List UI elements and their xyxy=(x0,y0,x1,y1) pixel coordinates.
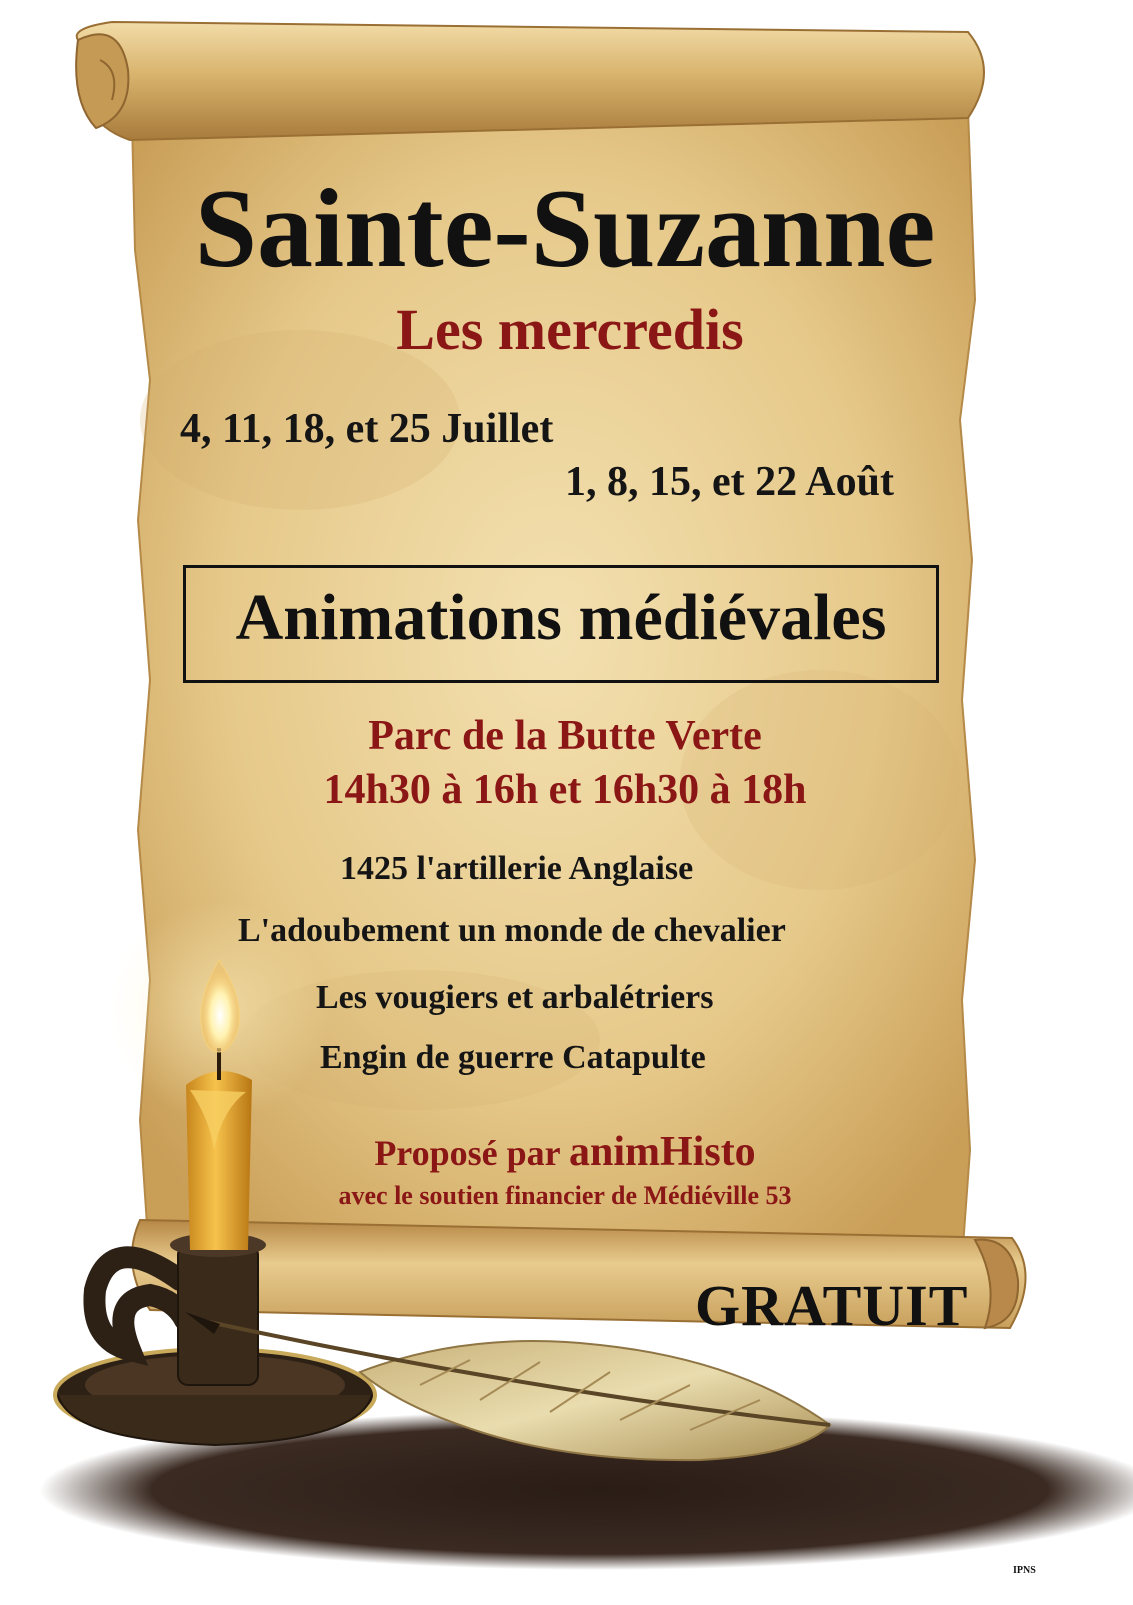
activity-item: Engin de guerre Catapulte xyxy=(320,1039,706,1076)
poster-title: Sainte-Suzanne xyxy=(194,167,936,291)
sponsor-line: avec le soutien financier de Médiéville 53 xyxy=(338,1181,792,1210)
poster-subtitle: Les mercredis xyxy=(396,297,744,362)
dates-july: 4, 11, 18, et 25 Juillet xyxy=(180,406,554,452)
organizer-name: animHisto xyxy=(569,1129,756,1175)
activity-item: L'adoubement un monde de chevalier xyxy=(238,912,786,949)
price-label: GRATUIT xyxy=(695,1273,969,1338)
activity-item: Les vougiers et arbalétriers xyxy=(316,979,714,1016)
activity-item: 1425 l'artillerie Anglaise xyxy=(340,850,694,887)
byline xyxy=(140,1128,990,1176)
venue: Parc de la Butte Verte xyxy=(368,713,762,759)
headline: Animations médiévales xyxy=(235,581,887,654)
footer-mark: IPNS xyxy=(1013,1565,1036,1576)
hours: 14h30 à 16h et 16h30 à 18h xyxy=(323,767,807,813)
byline-prefix: Proposé par xyxy=(374,1133,569,1173)
dates-august: 1, 8, 15, et 22 Août xyxy=(565,459,894,505)
